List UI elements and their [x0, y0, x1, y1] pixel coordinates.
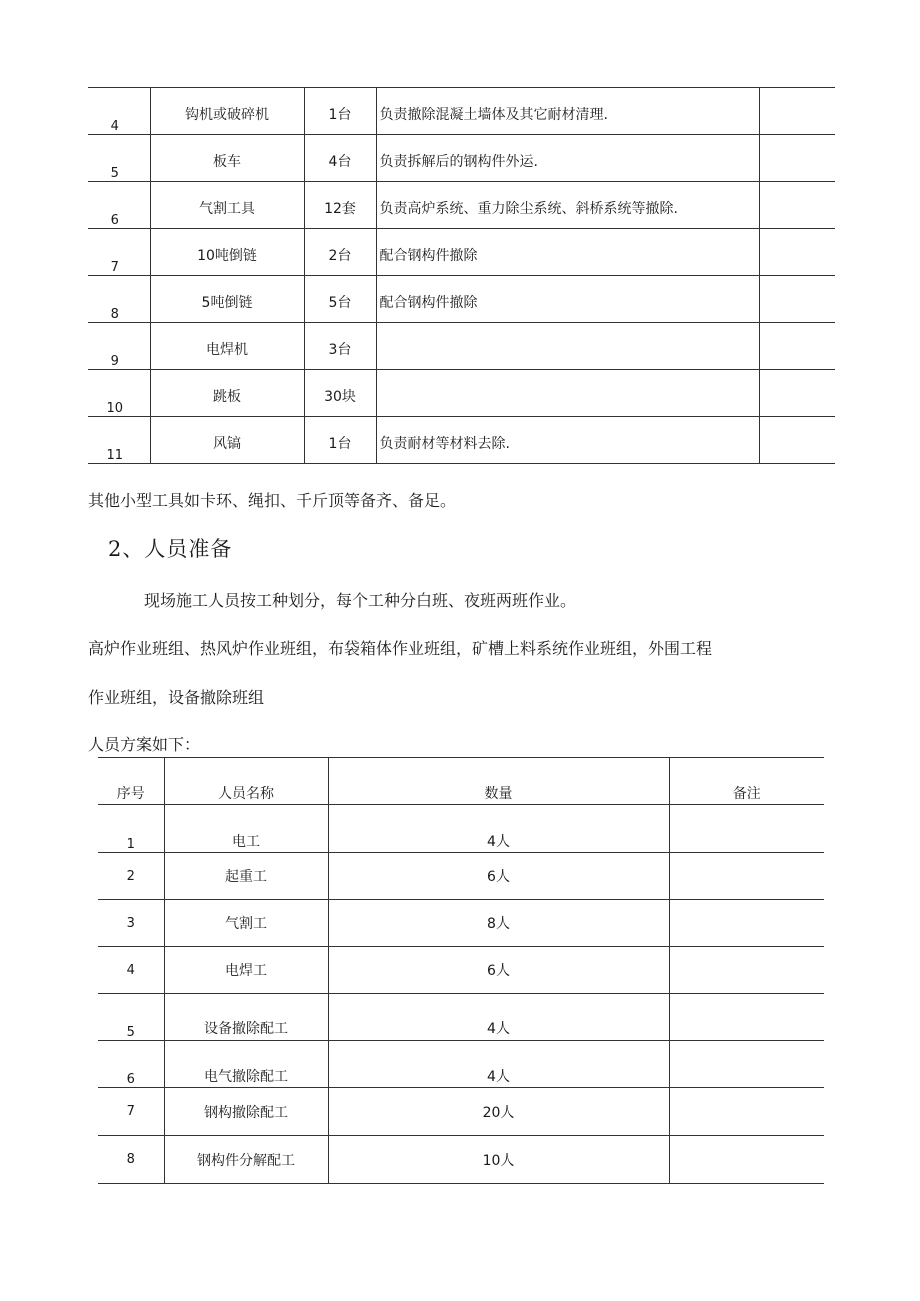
staff-name: 电工: [164, 805, 328, 853]
equipment-no: 6: [88, 182, 150, 229]
equipment-note: [759, 229, 835, 276]
teams-paragraph-line1: 高炉作业班组、热风炉作业班组，布袋箱体作业班组，矿槽上料系统作业班组，外围工程: [88, 639, 713, 658]
equipment-qty: 3台: [304, 323, 376, 370]
staff-note: [669, 1041, 824, 1088]
staff-no: 5: [98, 994, 164, 1041]
staff-note: [669, 853, 824, 900]
staff-qty: 6人: [328, 947, 669, 994]
equipment-desc: [376, 370, 759, 417]
header-name: 人员名称: [164, 758, 328, 805]
equipment-name: 电焊机: [150, 323, 304, 370]
staff-note: [669, 805, 824, 853]
staff-no: 1: [98, 805, 164, 853]
table-row: [88, 88, 835, 135]
table-row: [88, 370, 835, 417]
staff-qty: 4人: [328, 805, 669, 853]
equipment-qty: 4台: [304, 135, 376, 182]
table-row: [98, 900, 824, 947]
staff-name: 电焊工: [164, 947, 328, 994]
staff-qty: 6人: [328, 853, 669, 900]
small-tools-paragraph: 其他小型工具如卡环、绳扣、千斤顶等备齐、备足。: [88, 491, 457, 510]
table-row: [98, 853, 824, 900]
equipment-qty: 1台: [304, 417, 376, 464]
equipment-qty: 1台: [304, 88, 376, 135]
staff-no: 2: [98, 853, 164, 900]
equipment-name: 风镐: [150, 417, 304, 464]
staff-name: 起重工: [164, 853, 328, 900]
table-row: [88, 276, 835, 323]
staff-table: [98, 757, 824, 1184]
staff-note: [669, 947, 824, 994]
equipment-qty: 2台: [304, 229, 376, 276]
staff-no: 8: [98, 1136, 164, 1184]
equipment-note: [759, 276, 835, 323]
staff-qty: 10人: [328, 1136, 669, 1184]
staff-qty: 8人: [328, 900, 669, 947]
equipment-desc: 负责撤除混凝土墙体及其它耐材清理.: [376, 88, 759, 135]
table-row: [88, 182, 835, 229]
section-heading: 2、人员准备: [108, 537, 233, 561]
staff-note: [669, 1136, 824, 1184]
equipment-note: [759, 88, 835, 135]
table-row: [88, 229, 835, 276]
equipment-desc: 配合钢构件撤除: [376, 229, 759, 276]
shift-paragraph: 现场施工人员按工种划分，每个工种分白班、夜班两班作业。: [144, 591, 577, 610]
table-row: [98, 947, 824, 994]
equipment-name: 板车: [150, 135, 304, 182]
staff-no: 6: [98, 1041, 164, 1088]
equipment-desc: [376, 323, 759, 370]
table-row: [98, 1136, 824, 1184]
equipment-note: [759, 135, 835, 182]
staff-name: 设备撤除配工: [164, 994, 328, 1041]
staff-qty: 20人: [328, 1088, 669, 1136]
staff-no: 4: [98, 947, 164, 994]
equipment-no: 7: [88, 229, 150, 276]
equipment-desc: 负责耐材等材料去除.: [376, 417, 759, 464]
equipment-note: [759, 417, 835, 464]
header-note: 备注: [669, 758, 824, 805]
equipment-qty: 12套: [304, 182, 376, 229]
staff-note: [669, 1088, 824, 1136]
equipment-no: 11: [88, 417, 150, 464]
equipment-no: 10: [88, 370, 150, 417]
equipment-qty: 5台: [304, 276, 376, 323]
staff-name: 电气撤除配工: [164, 1041, 328, 1088]
equipment-desc: 配合钢构件撤除: [376, 276, 759, 323]
equipment-name: 跳板: [150, 370, 304, 417]
equipment-desc: 负责高炉系统、重力除尘系统、斜桥系统等撤除.: [376, 182, 759, 229]
staff-name: 气割工: [164, 900, 328, 947]
table-row: [98, 1041, 824, 1088]
equipment-name: 钩机或破碎机: [150, 88, 304, 135]
equipment-table: [88, 87, 835, 464]
equipment-name: 5吨倒链: [150, 276, 304, 323]
staff-no: 3: [98, 900, 164, 947]
equipment-name: 气割工具: [150, 182, 304, 229]
table-row: [88, 135, 835, 182]
table-row: [88, 417, 835, 464]
equipment-no: 4: [88, 88, 150, 135]
staff-qty: 4人: [328, 994, 669, 1041]
equipment-no: 9: [88, 323, 150, 370]
teams-paragraph-line2: 作业班组，设备撤除班组: [88, 688, 265, 707]
staff-name: 钢构件分解配工: [164, 1136, 328, 1184]
equipment-note: [759, 182, 835, 229]
staff-no: 7: [98, 1088, 164, 1136]
equipment-no: 5: [88, 135, 150, 182]
header-qty: 数量: [328, 758, 669, 805]
table-row: [98, 994, 824, 1041]
staff-note: [669, 900, 824, 947]
staff-intro: 人员方案如下：: [88, 735, 201, 754]
equipment-desc: 负责拆解后的钢构件外运.: [376, 135, 759, 182]
table-header-row: [98, 758, 824, 805]
equipment-note: [759, 370, 835, 417]
equipment-name: 10吨倒链: [150, 229, 304, 276]
staff-qty: 4人: [328, 1041, 669, 1088]
equipment-qty: 30块: [304, 370, 376, 417]
table-row: [98, 805, 824, 853]
equipment-no: 8: [88, 276, 150, 323]
table-row: [88, 323, 835, 370]
header-no: 序号: [98, 758, 164, 805]
staff-note: [669, 994, 824, 1041]
table-row: [98, 1088, 824, 1136]
staff-name: 钢构撤除配工: [164, 1088, 328, 1136]
equipment-note: [759, 323, 835, 370]
